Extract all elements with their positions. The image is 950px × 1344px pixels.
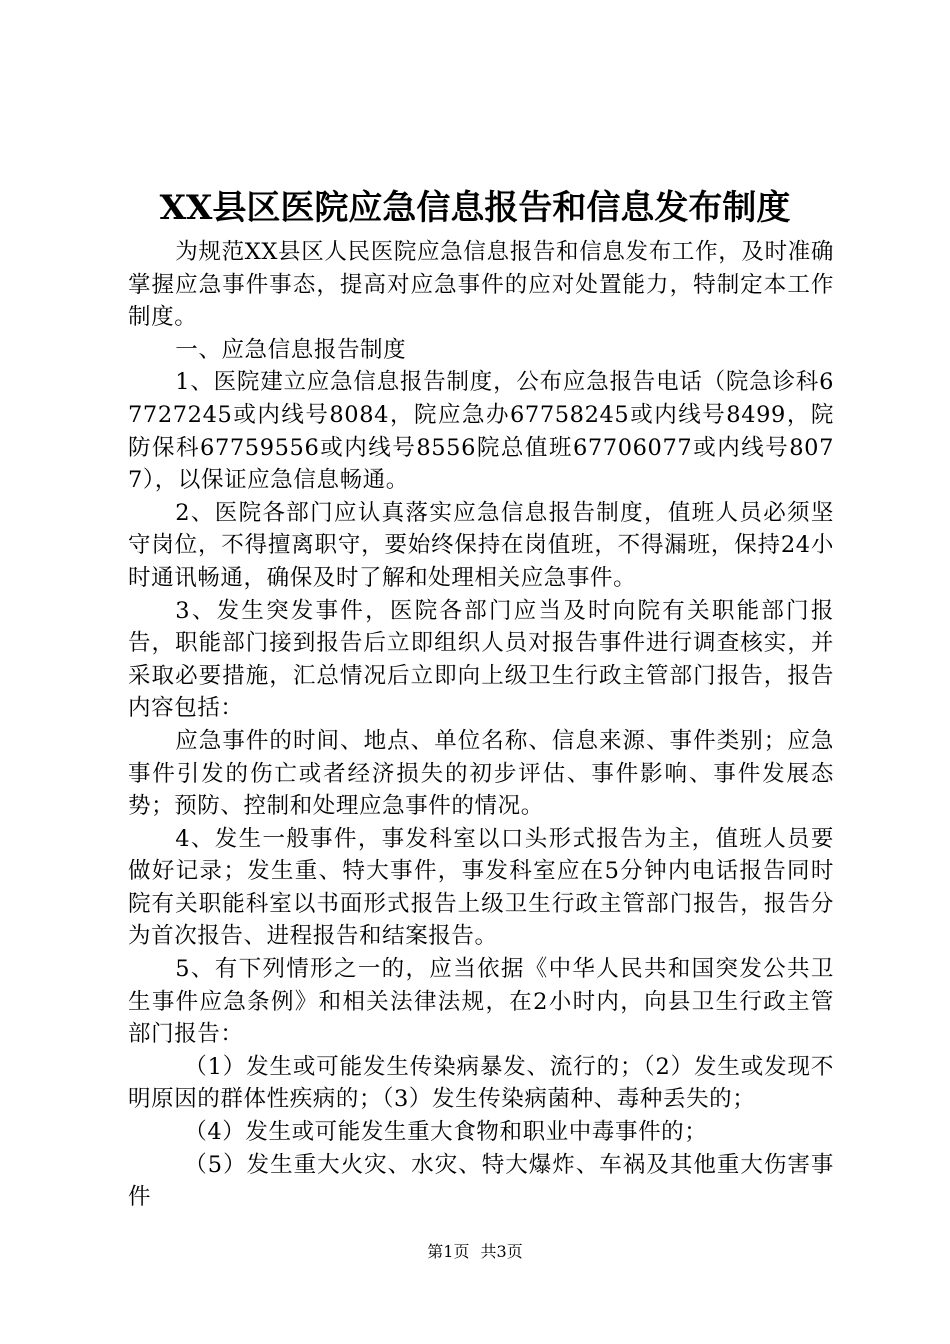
page-footer [0, 1240, 950, 1264]
item-paragraph-1: 1、医院建立应急信息报告制度，公布应急报告电话（院急诊科67727245或内线号8084，院应急办67758245或内线号8499，院防保科67759556或内线号8556院总值班67706077或内线号8077），以保证应急信息畅通。 [128, 369, 834, 494]
subitem-paragraph-5: （5）发生重大火灾、水灾、特大爆炸、车祸及其他重大伤害事件 [128, 1151, 834, 1211]
subitem-paragraph-1-3: （1）发生或可能发生传染病暴发、流行的；（2）发生或发现不明原因的群体性疾病的；（3）发生传染病菌种、毒种丢失的； [128, 1053, 834, 1113]
document-body [128, 236, 834, 1214]
item-paragraph-2: 2、医院各部门应认真落实应急信息报告制度，值班人员必须坚守岗位，不得擅离职守，要始终保持在岗值班，不得漏班，保持24小时通讯畅通，确保及时了解和处理相关应急事件。 [128, 499, 834, 591]
item-paragraph-4: 4、发生一般事件，事发科室以口头形式报告为主，值班人员要做好记录；发生重、特大事件，事发科室应在5分钟内电话报告同时院有关职能科室以书面形式报告上级卫生行政主管部门报告，报告分为首次报告、进程报告和结案报告。 [128, 825, 834, 950]
item-paragraph-3: 3、发生突发事件，医院各部门应当及时向院有关职能部门报告，职能部门接到报告后立即组织人员对报告事件进行调查核实，并采取必要措施，汇总情况后立即向上级卫生行政主管部门报告，报告内容包括： [128, 597, 834, 722]
report-content-paragraph: 应急事件的时间、地点、单位名称、信息来源、事件类别；应急事件引发的伤亡或者经济损失的初步评估、事件影响、事件发展态势；预防、控制和处理应急事件的情况。 [128, 727, 834, 820]
section-heading: 一、应急信息报告制度 [175, 336, 407, 363]
page-total: 共3页 [480, 1242, 523, 1261]
subitem-paragraph-4: （4）发生或可能发生重大食物和职业中毒事件的； [184, 1119, 708, 1146]
page-number: 第1页 [427, 1242, 470, 1261]
intro-paragraph: 为规范XX县区人民医院应急信息报告和信息发布工作，及时准确掌握应急事件事态，提高对应急事件的应对处置能力，特制定本工作制度。 [128, 239, 834, 331]
document-title: XX县区医院应急信息报告和信息发布制度 [159, 188, 791, 228]
item-paragraph-5: 5、有下列情形之一的，应当依据《中华人民共和国突发公共卫生事件应急条例》和相关法律法规，在2小时内，向县卫生行政主管部门报告： [128, 956, 834, 1048]
